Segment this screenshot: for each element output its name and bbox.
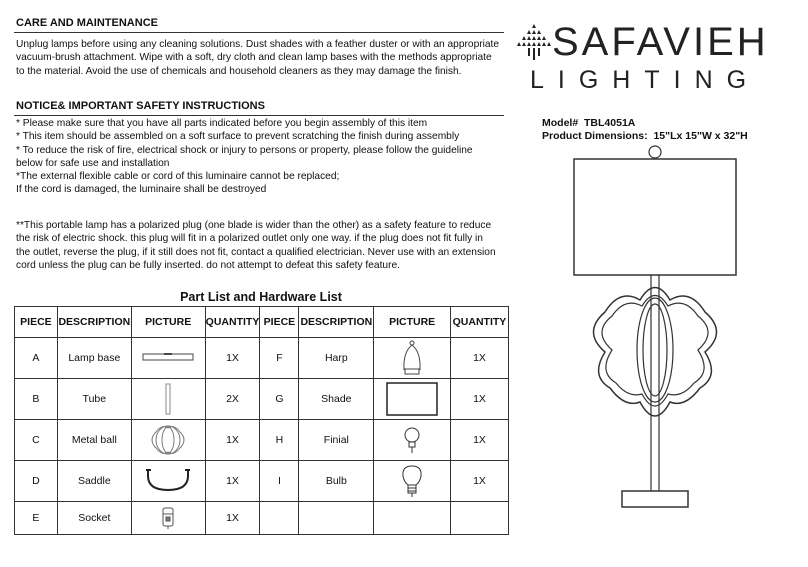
quantity-cell xyxy=(450,502,508,535)
notice-divider xyxy=(14,115,504,116)
picture-cell xyxy=(131,420,205,461)
column-header: QUANTITY xyxy=(450,307,508,338)
notice-line: * This item should be assembled on a soft surface to prevent scratching the finish during assembly xyxy=(16,131,460,143)
table-row xyxy=(15,379,509,420)
table-header-row xyxy=(15,307,509,338)
piece-cell: G xyxy=(260,379,299,420)
piece-cell: I xyxy=(260,461,299,502)
quantity-cell: 2X xyxy=(205,379,260,420)
care-divider xyxy=(14,32,504,33)
quantity-cell: 1X xyxy=(205,502,260,535)
description-cell: Tube xyxy=(57,379,131,420)
description-cell: Metal ball xyxy=(57,420,131,461)
harp-icon xyxy=(397,340,427,376)
finial-icon xyxy=(402,426,422,454)
description-cell: Lamp base xyxy=(57,338,131,379)
notice-text xyxy=(16,117,506,197)
parts-table xyxy=(14,306,509,535)
care-line: vacuum-brush attachment. Wipe with a soft, dry cloth and clean lamp bases with the methods appropriate xyxy=(16,52,492,64)
notice-line: * To reduce the risk of fire, electrical shock or injury to persons or property, please follow the guideline xyxy=(16,144,473,156)
quantity-cell: 1X xyxy=(450,379,508,420)
description-cell: Harp xyxy=(299,338,374,379)
care-text xyxy=(16,38,506,78)
saddle-icon xyxy=(145,466,191,496)
description-cell xyxy=(299,502,374,535)
picture-cell xyxy=(131,502,205,535)
metal-ball-icon xyxy=(594,288,717,417)
care-title: CARE AND MAINTENANCE xyxy=(16,17,158,29)
table-row xyxy=(15,502,509,535)
model-value: TBL4051A xyxy=(584,117,636,129)
lamp-base-icon xyxy=(622,491,688,507)
lamp-base-icon xyxy=(142,352,194,364)
description-cell: Shade xyxy=(299,379,374,420)
picture-cell xyxy=(374,379,451,420)
notice-line: If the cord is damaged, the luminaire shall be destroyed xyxy=(16,184,267,196)
piece-cell xyxy=(260,502,299,535)
column-header: PICTURE xyxy=(374,307,451,338)
column-header: QUANTITY xyxy=(205,307,260,338)
description-cell: Finial xyxy=(299,420,374,461)
picture-cell xyxy=(131,338,205,379)
quantity-cell: 1X xyxy=(450,461,508,502)
lamp-assembly-drawing xyxy=(570,140,750,520)
notice-line: below for safe use and installation xyxy=(16,157,170,169)
plug-line: **This portable lamp has a polarized plug (one blade is wider than the other) as a safety feature to reduce xyxy=(16,220,492,231)
model-number xyxy=(542,117,635,129)
polarized-plug-note xyxy=(16,219,506,272)
column-header: DESCRIPTION xyxy=(299,307,374,338)
table-row xyxy=(15,420,509,461)
column-header: PIECE xyxy=(15,307,58,338)
piece-cell: E xyxy=(15,502,58,535)
table-row xyxy=(15,461,509,502)
model-label: Model# xyxy=(542,117,579,129)
tube-icon xyxy=(164,383,172,415)
piece-cell: C xyxy=(15,420,58,461)
shade-icon xyxy=(574,159,736,275)
socket-icon xyxy=(161,506,175,530)
piece-cell: F xyxy=(260,338,299,379)
description-cell: Saddle xyxy=(57,461,131,502)
brand-subtitle: LIGHTING xyxy=(530,66,761,94)
finial-icon xyxy=(649,146,661,158)
picture-cell xyxy=(374,502,451,535)
brand-name: SAFAVIEH xyxy=(552,20,769,64)
quantity-cell: 1X xyxy=(205,420,260,461)
piece-cell: D xyxy=(15,461,58,502)
safavieh-logo-mark-icon xyxy=(516,22,552,62)
metal-ball-icon xyxy=(148,422,188,458)
dims-label: Product Dimensions: xyxy=(542,130,648,142)
table-row xyxy=(15,338,509,379)
shade-icon xyxy=(386,382,438,416)
bulb-icon xyxy=(401,464,423,498)
picture-cell xyxy=(374,338,451,379)
care-line: to the material. Avoid the use of chemicals and household cleaners as they may damage the finish. xyxy=(16,65,462,77)
notice-line: *The external flexible cable or cord of this luminaire cannot be replaced; xyxy=(16,171,340,183)
piece-cell: A xyxy=(15,338,58,379)
column-header: PIECE xyxy=(260,307,299,338)
picture-cell xyxy=(131,461,205,502)
piece-cell: H xyxy=(260,420,299,461)
plug-line: the risk of electric shock. this plug will fit in a polarized outlet only one way. if the plug does not fit fully in xyxy=(16,233,483,245)
column-header: PICTURE xyxy=(131,307,205,338)
quantity-cell: 1X xyxy=(450,338,508,379)
quantity-cell: 1X xyxy=(205,338,260,379)
parts-table-title: Part List and Hardware List xyxy=(180,290,342,304)
care-line: Unplug lamps before using any cleaning solutions. Dust shades with a feather duster or with an appropriate xyxy=(16,39,500,50)
plug-line: the outlet, reverse the plug, if it still does not fit, contact a qualified electrician. Never use with an extension xyxy=(16,246,496,258)
notice-title: NOTICE& IMPORTANT SAFETY INSTRUCTIONS xyxy=(16,100,265,112)
quantity-cell: 1X xyxy=(205,461,260,502)
column-header: DESCRIPTION xyxy=(57,307,131,338)
piece-cell: B xyxy=(15,379,58,420)
plug-line: cord unless the plug can be fully inserted. do not attempt to defeat this safety feature. xyxy=(16,259,400,271)
description-cell: Socket xyxy=(57,502,131,535)
picture-cell xyxy=(374,420,451,461)
notice-line: * Please make sure that you have all parts indicated before you begin assembly of this item xyxy=(16,118,428,129)
picture-cell xyxy=(374,461,451,502)
dims-value: 15"Lx 15"W x 32"H xyxy=(653,130,748,142)
quantity-cell: 1X xyxy=(450,420,508,461)
description-cell: Bulb xyxy=(299,461,374,502)
picture-cell xyxy=(131,379,205,420)
